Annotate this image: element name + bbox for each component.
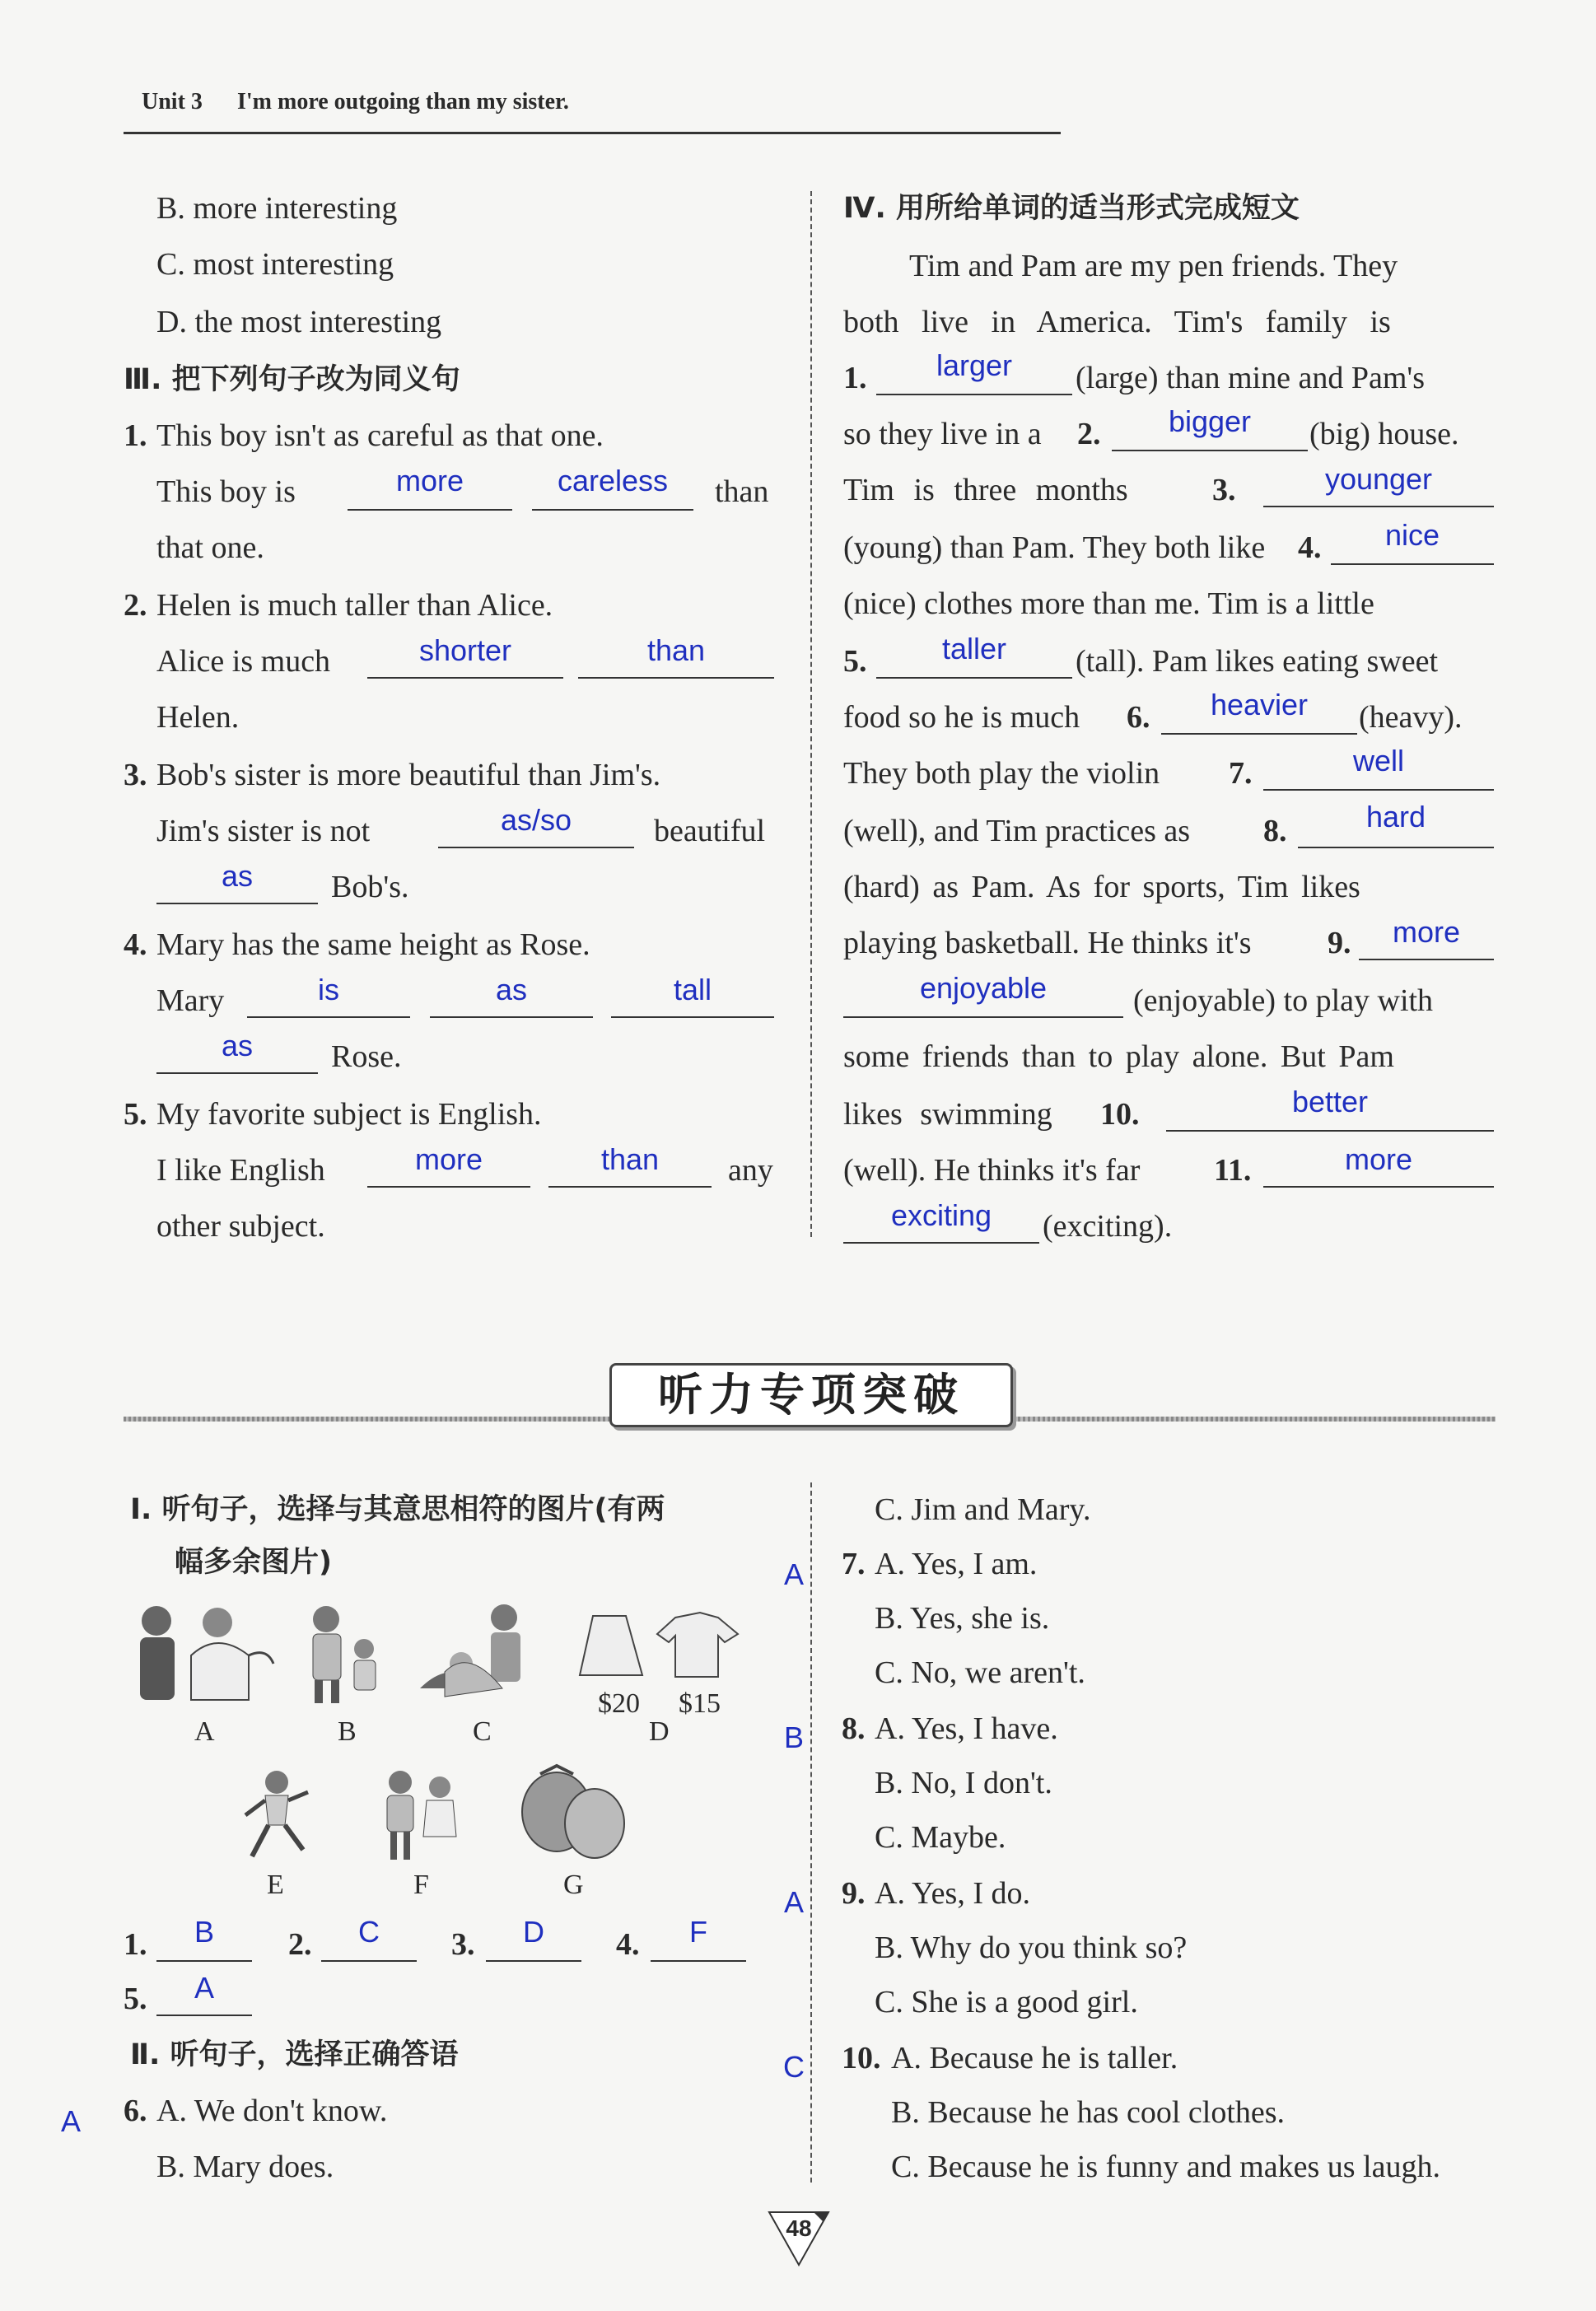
passage-line-2: both live in America. Tim's family is [843,305,1391,339]
q1-than: than [715,474,769,509]
q4-answer-3: tall [673,973,712,1006]
answer-9: more [1392,915,1461,949]
l-blank-num-5: 5. [124,1982,147,2016]
listening-section-1-title-2: 幅多余图片) [175,1546,332,1579]
passage-line-20: (exciting). [1043,1209,1173,1244]
answer-2: bigger [1168,404,1252,438]
answer-9b: enjoyable [919,971,1048,1005]
blank-1[interactable] [876,394,1072,395]
passage-line-13: (well), and Tim practices as [843,814,1191,848]
q5-blank-1[interactable] [367,1186,530,1188]
l-blank-3[interactable] [486,1960,581,1962]
q7-answer: A [783,1557,804,1591]
pic-label-f: F [413,1870,429,1900]
l-answer-5: A [194,1971,214,2005]
num-4: 4. [1298,530,1322,565]
q7-option-c[interactable]: C. No, we aren't. [875,1655,1085,1690]
q4-blank-3[interactable] [611,1016,774,1018]
q3-number: 3. [124,758,147,792]
answer-8: hard [1365,800,1426,833]
option-c: C. most interesting [156,247,394,282]
q4-end: Rose. [331,1039,402,1074]
num-6: 6. [1127,700,1150,735]
picture-g [516,1762,631,1861]
q8-option-c[interactable]: C. Maybe. [875,1820,1006,1855]
option-b: B. more interesting [156,191,398,226]
banner-line-right [1013,1417,1496,1422]
picture-d [576,1606,741,1688]
q8-answer: B [783,1720,804,1754]
answer-1: larger [936,348,1013,382]
q10-number: 10. [842,2041,881,2075]
q1-number: 1. [124,418,147,453]
pic-label-d: D [649,1716,670,1747]
q9-option-c[interactable]: C. She is a good girl. [875,1985,1138,2019]
q2-prompt: Alice is much [156,644,331,679]
column-divider-lower [810,1482,812,2183]
num-1: 1. [843,361,867,395]
answer-10: better [1291,1085,1369,1118]
q8-option-a[interactable]: A. Yes, I have. [875,1711,1058,1746]
q9-option-a[interactable]: A. Yes, I do. [875,1876,1030,1911]
q7-number: 7. [842,1547,866,1581]
q5-end: other subject. [156,1209,325,1244]
price-d1: $20 [598,1688,640,1719]
passage-line-12: They both play the violin [843,756,1160,791]
passage-line-8: (nice) clothes more than me. Tim is a little [843,586,1374,621]
price-d2: $15 [679,1688,721,1719]
q5-number: 5. [124,1097,147,1132]
pic-label-a: A [194,1716,215,1747]
num-10: 10. [1100,1097,1140,1132]
q8-number: 8. [842,1711,866,1746]
blank-4[interactable] [1331,563,1494,565]
section-3-title: Ⅲ. 把下列句子改为同义句 [124,363,460,396]
q2-answer-1: shorter [418,633,512,667]
q5-answer-1: more [414,1142,483,1176]
l-blank-5[interactable] [156,2015,252,2016]
q2-blank-2[interactable] [578,677,774,679]
q7-option-b[interactable]: B. Yes, she is. [875,1601,1050,1636]
num-3: 3. [1212,473,1236,507]
passage-line-6: Tim is three months [843,473,1128,507]
column-divider [810,191,812,1237]
answer-4: nice [1384,518,1440,552]
unit-label: Unit 3 [142,89,203,114]
num-8: 8. [1263,814,1287,848]
q1-sentence: This boy isn't as careful as that one. [156,418,604,453]
num-9: 9. [1328,926,1351,960]
passage-line-18: likes swimming [843,1097,1052,1132]
blank-9b[interactable] [843,1016,1123,1018]
q2-end: Helen. [156,700,240,735]
q4-sentence: Mary has the same height as Rose. [156,927,590,962]
q5-any: any [728,1153,773,1188]
passage-line-10: food so he is much [843,700,1080,735]
blank-2[interactable] [1112,450,1308,451]
blank-11b[interactable] [843,1242,1039,1244]
q4-answer-1: is [318,973,339,1006]
q8-option-b[interactable]: B. No, I don't. [875,1766,1052,1800]
pic-label-g: G [563,1870,584,1900]
q6-number: 6. [124,2094,147,2128]
q10-option-a[interactable]: A. Because he is taller. [891,2041,1178,2075]
q3-answer-1: as/so [500,803,572,837]
q10-answer: C [783,2050,805,2084]
q1-answer-1: more [395,464,464,497]
q4-number: 4. [124,927,147,962]
l-blank-num-4: 4. [616,1927,640,1962]
q4-prompt: Mary [156,983,225,1018]
blank-7[interactable] [1263,789,1494,791]
num-2: 2. [1077,417,1101,451]
passage-line-11: (heavy). [1359,700,1463,735]
q5-blank-2[interactable] [548,1186,712,1188]
answer-5: taller [941,632,1007,665]
blank-5[interactable] [876,677,1072,679]
num-7: 7. [1229,756,1253,791]
page-number: 48 [786,2215,812,2241]
q9-answer: A [783,1885,804,1919]
blank-3[interactable] [1263,506,1494,507]
q10-option-c[interactable]: C. Because he is funny and makes us laugh. [891,2150,1440,2184]
q3-blank-1[interactable] [438,847,634,848]
q2-blank-1[interactable] [367,677,563,679]
q3-prompt: Jim's sister is not [156,814,371,848]
unit-title: I'm more outgoing than my sister. [237,89,569,114]
passage-line-15: playing basketball. He thinks it's [843,926,1252,960]
q4-blank-4[interactable] [156,1072,318,1074]
passage-line-3: (large) than mine and Pam's [1076,361,1426,395]
l-blank-num-1: 1. [124,1927,147,1962]
passage-line-16: (enjoyable) to play with [1133,983,1434,1018]
passage-line-4: so they live in a [843,417,1042,451]
pic-label-e: E [267,1870,284,1900]
q6-option-b[interactable]: B. Mary does. [156,2150,334,2184]
header-rule [124,132,1061,134]
q6-option-a[interactable]: A. We don't know. [156,2094,388,2128]
pic-label-c: C [473,1716,492,1747]
l-blank-2[interactable] [321,1960,417,1962]
passage-line-19: (well). He thinks it's far [843,1153,1141,1188]
answer-6: heavier [1210,688,1309,721]
q1-answer-2: careless [557,464,669,497]
passage-line-14: (hard) as Pam. As for sports, Tim likes [843,870,1360,904]
picture-b [300,1598,390,1713]
q3-answer-2: as [221,859,254,893]
q4-blank-2[interactable] [430,1016,593,1018]
q6-option-c[interactable]: C. Jim and Mary. [875,1492,1091,1527]
picture-f [376,1767,466,1866]
answer-11: more [1344,1142,1413,1176]
blank-8[interactable] [1298,847,1494,848]
q4-answer-2: as [495,973,528,1006]
q4-answer-4: as [221,1029,254,1062]
q5-sentence: My favorite subject is English. [156,1097,542,1132]
q5-prompt: I like English [156,1153,325,1188]
picture-c [412,1598,560,1713]
answer-7: well [1352,744,1404,777]
q2-sentence: Helen is much taller than Alice. [156,588,553,623]
listening-section-2-title: Ⅱ. 听句子，选择正确答语 [130,2038,459,2071]
q1-blank-2[interactable] [532,509,693,511]
passage-line-1: Tim and Pam are my pen friends. They [909,249,1398,283]
num-11: 11. [1214,1153,1252,1188]
q5-answer-2: than [600,1142,660,1176]
passage-line-5: (big) house. [1309,417,1459,451]
q3-blank-2[interactable] [156,903,318,904]
blank-6[interactable] [1161,733,1357,735]
q2-number: 2. [124,588,147,623]
q2-answer-2: than [646,633,706,667]
l-answer-4: F [689,1915,707,1949]
answer-11b: exciting [890,1198,992,1232]
q7-option-a[interactable]: A. Yes, I am. [875,1547,1038,1581]
blank-9[interactable] [1359,959,1494,960]
blank-11[interactable] [1263,1186,1494,1188]
num-5: 5. [843,644,867,679]
l-blank-1[interactable] [156,1960,252,1962]
q1-end: that one. [156,530,264,565]
l-answer-1: B [194,1915,214,1949]
section-4-title: Ⅳ. 用所给单词的适当形式完成短文 [843,192,1300,225]
passage-line-7: (young) than Pam. They both like [843,530,1266,565]
option-d: D. the most interesting [156,305,442,339]
q3-beautiful: beautiful [654,814,766,848]
q9-number: 9. [842,1876,866,1911]
l-answer-3: D [523,1915,544,1949]
l-blank-4[interactable] [651,1960,746,1962]
blank-10[interactable] [1166,1130,1494,1132]
q3-sentence: Bob's sister is more beautiful than Jim's. [156,758,661,792]
pic-label-b: B [338,1716,357,1747]
l-blank-num-2: 2. [288,1927,312,1962]
passage-line-17: some friends than to play alone. But Pam [843,1039,1394,1074]
listening-section-1-title: Ⅰ. 听句子，选择与其意思相符的图片(有两 [130,1493,665,1526]
l-answer-2: C [358,1915,380,1949]
banner-line-left [124,1417,609,1422]
passage-line-9: (tall). Pam likes eating sweet [1076,644,1439,679]
q10-option-b[interactable]: B. Because he has cool clothes. [891,2095,1286,2130]
q9-option-b[interactable]: B. Why do you think so? [875,1931,1188,1965]
q3-end: Bob's. [331,870,409,904]
q4-blank-1[interactable] [247,1016,410,1018]
picture-e [236,1767,318,1866]
q1-prompt: This boy is [156,474,296,509]
picture-a [125,1598,282,1713]
l-blank-num-3: 3. [451,1927,475,1962]
listening-banner: 听力专项突破 [609,1363,1013,1427]
q6-answer: A [60,2104,81,2138]
q1-blank-1[interactable] [348,509,512,511]
answer-3: younger [1324,462,1433,496]
